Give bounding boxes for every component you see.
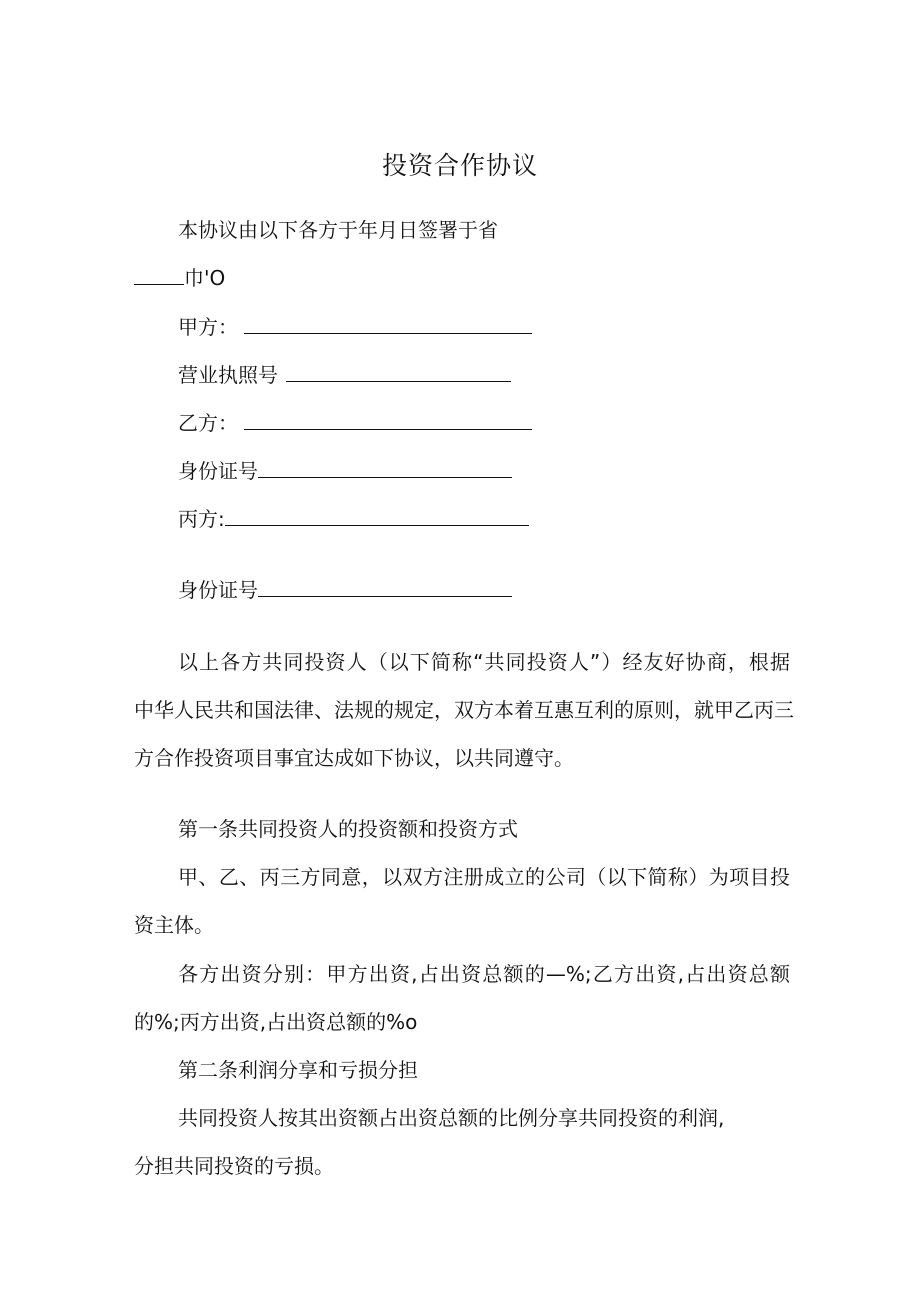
id-b-blank — [258, 457, 512, 478]
article-1-para-1-line-1: 甲、乙、丙三方同意，以双方注册成立的公司（以下简称）为项目投 — [178, 865, 790, 889]
party-c-row — [178, 505, 529, 533]
article-1-heading: 第一条共同投资人的投资额和投资方式 — [178, 817, 518, 841]
intro-line-2-suffix: 巾'O — [184, 266, 226, 290]
party-b-row — [178, 409, 532, 437]
preamble-line-2: 中华人民共和国法律、法规的规定，双方本着互惠互利的原则，就甲乙丙三 — [134, 698, 794, 722]
intro-line-1: 本协议由以下各方于年月日签署于省 — [178, 218, 498, 242]
party-a-blank — [244, 313, 532, 334]
party-b-label: 乙方： — [178, 411, 238, 435]
preamble-line-1: 以上各方共同投资人（以下简称“共同投资人”）经友好协商，根据 — [178, 650, 790, 674]
id-c-label: 身份证号 — [178, 578, 258, 602]
party-c-label: 丙方: — [178, 507, 225, 531]
article-2-para-1-line-2: 分担共同投资的亏损。 — [134, 1154, 334, 1178]
location-blank — [134, 264, 184, 285]
party-c-blank — [225, 505, 529, 526]
id-b-row — [178, 457, 512, 485]
party-b-blank — [244, 409, 532, 430]
article-1-para-2-line-2: 的%;丙方出资,占出资总额的%o — [134, 1010, 418, 1034]
article-2-para-1-line-1: 共同投资人按其出资额占出资总额的比例分享共同投资的利润, — [178, 1106, 725, 1130]
article-1-para-1-line-2: 资主体。 — [134, 913, 214, 937]
id-c-blank — [258, 576, 512, 597]
party-a-row — [178, 313, 532, 341]
id-b-label: 身份证号 — [178, 459, 258, 483]
license-row — [178, 361, 511, 389]
intro-line-2 — [134, 264, 225, 292]
license-blank — [286, 361, 511, 382]
article-1-para-2-line-1: 各方出资分别：甲方出资,占出资总额的—%;乙方出资,占出资总额 — [178, 962, 790, 986]
document-title: 投资合作协议 — [381, 151, 538, 180]
id-c-row — [178, 576, 512, 604]
party-a-label: 甲方： — [178, 315, 238, 339]
article-2-heading: 第二条利润分享和亏损分担 — [178, 1058, 418, 1082]
preamble-line-3: 方合作投资项目事宜达成如下协议，以共同遵守。 — [134, 746, 574, 770]
license-label: 营业执照号 — [178, 363, 278, 387]
